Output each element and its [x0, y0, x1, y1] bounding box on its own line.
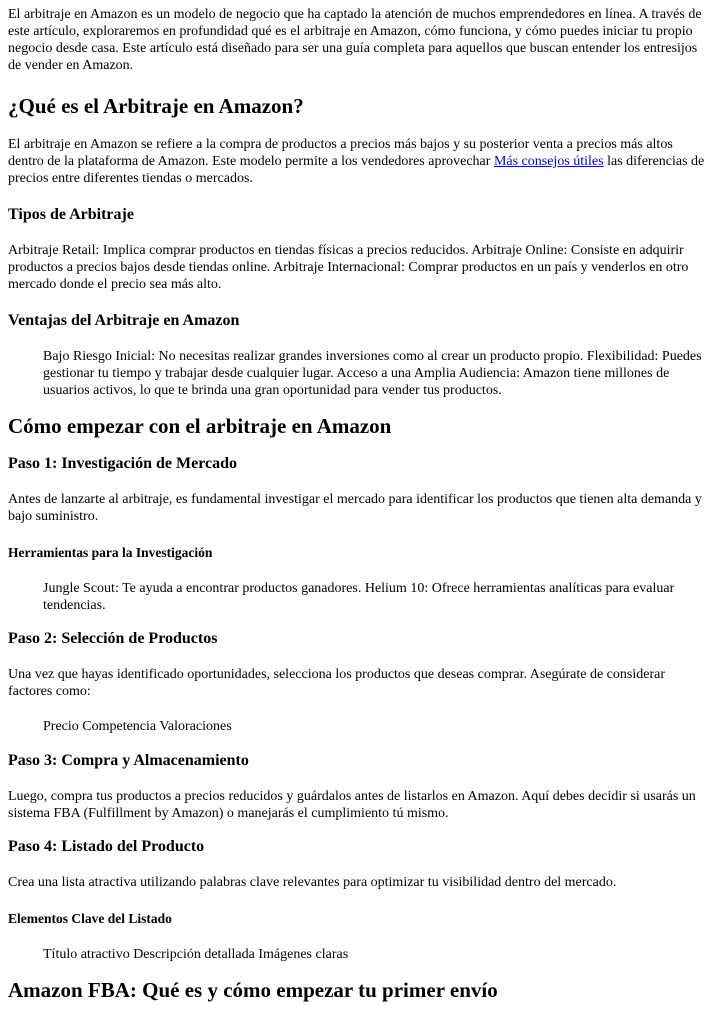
heading-how-to-start: Cómo empezar con el arbitraje en Amazon: [8, 414, 392, 438]
step-1-paragraph: Antes de lanzarte al arbitraje, es fundamental investigar el mercado para identificar los productos que tienen alta demanda y bajo suministro.: [8, 492, 702, 524]
heading-what-is-arbitrage: ¿Qué es el Arbitraje en Amazon?: [8, 94, 304, 118]
article: [0, 6, 720, 1003]
step-4-paragraph: Crea una lista atractiva utilizando palabras clave relevantes para optimizar tu visibilidad dentro del mercado.: [8, 875, 617, 890]
heading-amazon-fba: Amazon FBA: Qué es y cómo empezar tu primer envío: [8, 978, 498, 1002]
intro-paragraph: El arbitraje en Amazon es un modelo de negocio que ha captado la atención de muchos emprendedores en línea. A través de este artículo, exploraremos en profundidad qué es el arbitraje en Amazon, cómo funciona, y cómo puedes iniciar tu propio negocio desde casa. Este artículo está diseñado para ser una guía completa para aquellos que buscan entender los entresijos de vender en Amazon.: [8, 7, 702, 73]
heading-listing-elements: Elementos Clave del Listado: [8, 911, 172, 926]
listing-elements-blockquote: Título atractivo Descripción detallada Imágenes claras: [43, 947, 349, 962]
heading-research-tools: Herramientas para la Investigación: [8, 545, 213, 560]
what-is-text-start: El arbitraje en Amazon se refiere a la compra de productos a precios más bajos y su posterior venta a precios más altos dentro de la plataforma de Amazon. Este modelo permite a los vendedores aprovechar: [8, 137, 673, 169]
step-3-paragraph: Luego, compra tus productos a precios reducidos y guárdalos antes de listarlos en Amazon. Aquí debes decidir si usarás un sistema FBA (Fulfillment by Amazon) o manejarás el cumplimiento tú mismo.: [8, 789, 696, 821]
arbitrage-types-paragraph: Arbitraje Retail: Implica comprar productos en tiendas físicas a precios reducidos. Arbitraje Online: Consiste en adquirir productos a precios bajos desde tiendas online. Arbitraje Internacional: Comprar productos en un país y venderlos en otro mercado donde el precio sea más alto.: [8, 243, 689, 292]
step-2-paragraph: Una vez que hayas identificado oportunidades, selecciona los productos que deseas comprar. Asegúrate de considerar factores como:: [8, 667, 665, 699]
advantages-blockquote: Bajo Riesgo Inicial: No necesitas realizar grandes inversiones como al crear un producto propio. Flexibilidad: Puedes gestionar tu tiempo y trabajar desde cualquier lugar. Acceso a una Amplia Audiencia: Amazon tiene millones de usuarios activos, lo que te brinda una gran oportunidad para vender tus productos.: [43, 349, 702, 398]
heading-arbitrage-types: Tipos de Arbitraje: [8, 206, 134, 223]
research-tools-blockquote: Jungle Scout: Te ayuda a encontrar productos ganadores. Helium 10: Ofrece herramientas analíticas para evaluar tendencias.: [43, 581, 675, 613]
heading-advantages: Ventajas del Arbitraje en Amazon: [8, 312, 240, 329]
what-is-text-end: las diferencias de precios entre diferentes tiendas o mercados.: [8, 154, 705, 186]
heading-step-1: Paso 1: Investigación de Mercado: [8, 455, 238, 472]
heading-step-3: Paso 3: Compra y Almacenamiento: [8, 752, 249, 769]
heading-step-4: Paso 4: Listado del Producto: [8, 838, 205, 855]
what-is-paragraph: [8, 136, 712, 187]
more-tips-link[interactable]: Más consejos útiles: [493, 154, 604, 169]
heading-step-2: Paso 2: Selección de Productos: [8, 630, 218, 647]
selection-factors-blockquote: Precio Competencia Valoraciones: [43, 719, 232, 734]
